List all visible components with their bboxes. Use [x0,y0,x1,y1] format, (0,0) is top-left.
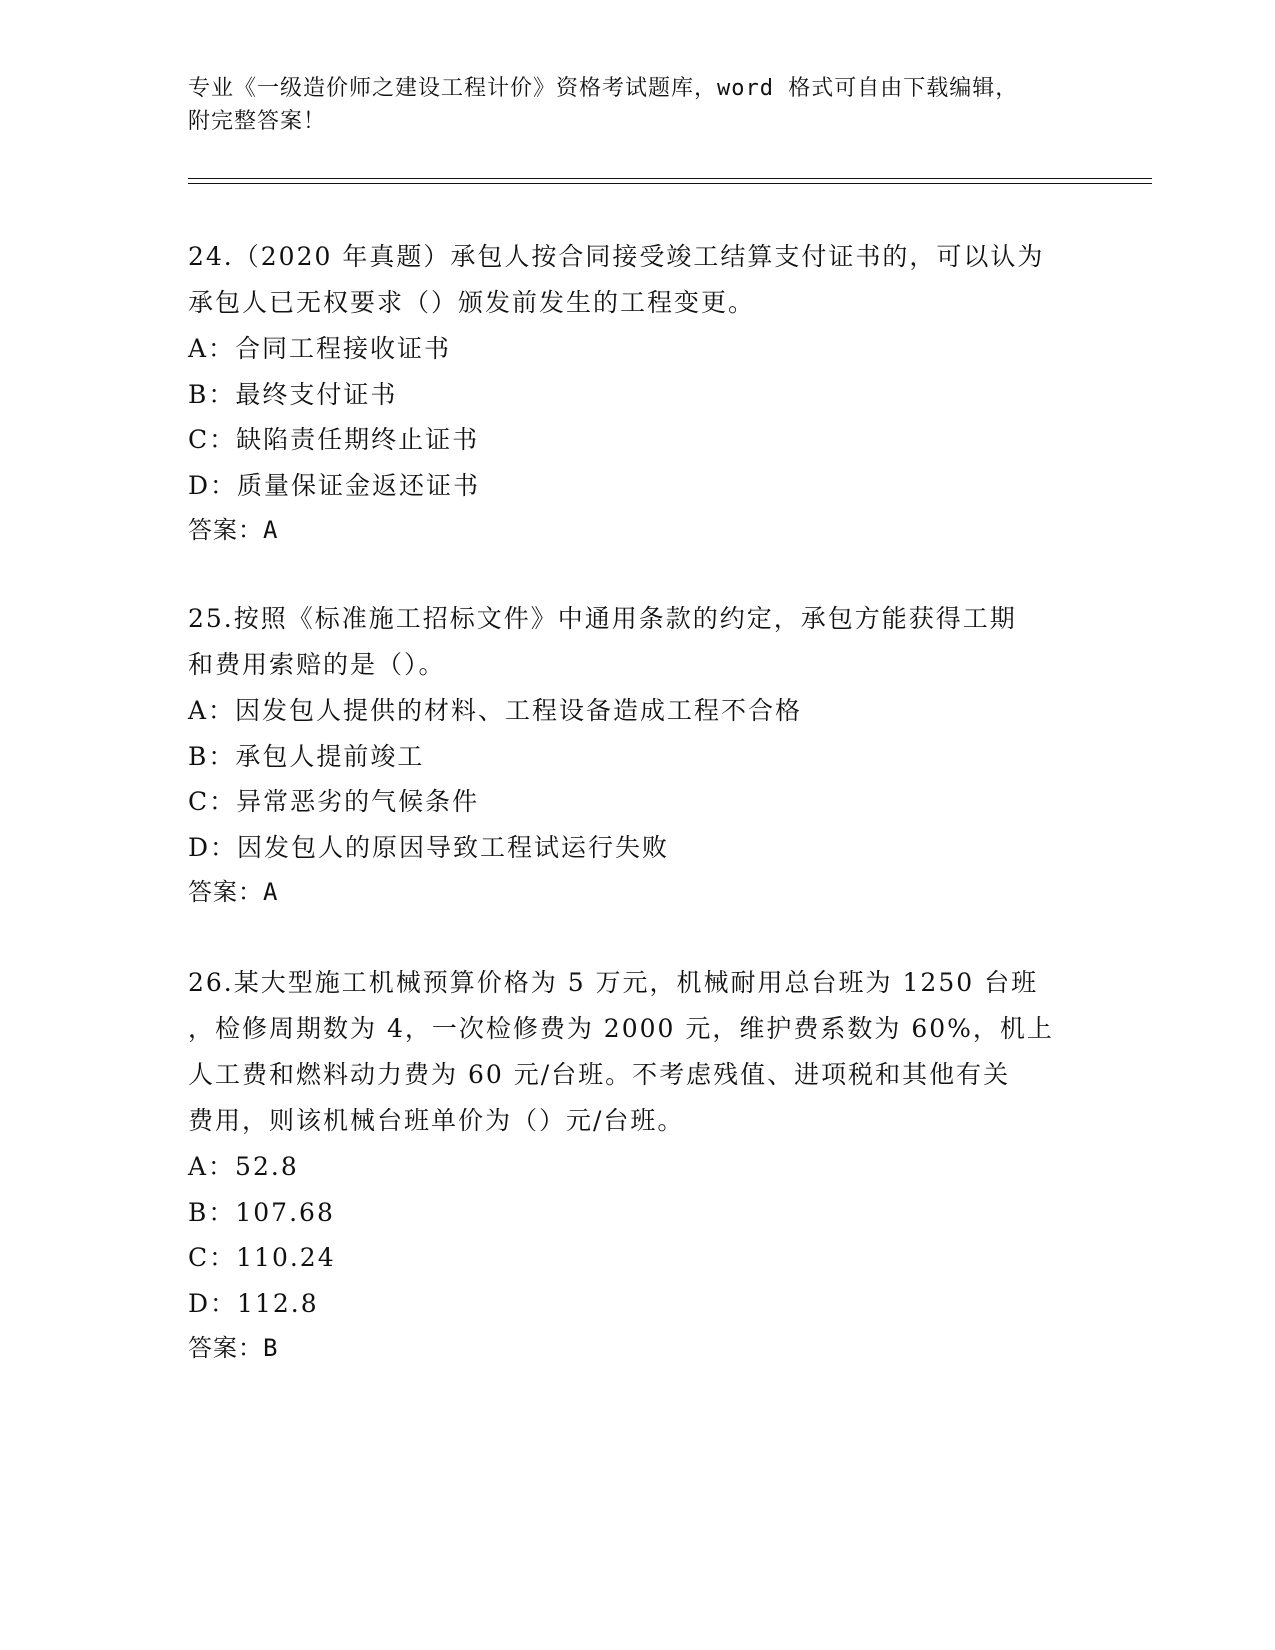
answer: 答案：B [188,1334,279,1362]
option-a: A：52.8 [188,1152,299,1181]
answer: 答案：A [188,878,279,906]
question-25 [188,596,1088,916]
header-divider-bottom [188,183,1152,184]
question-stem-line: 承包人已无权要求（）颁发前发生的工程变更。 [188,288,756,317]
question-stem-line: 费用，则该机械台班单价为（）元/台班。 [188,1106,685,1135]
document-header [188,72,1088,138]
question-24 [188,234,1088,554]
option-c: C：缺陷责任期终止证书 [188,425,480,454]
header-divider-top [188,178,1152,179]
question-stem-line: 和费用索赔的是（）。 [188,650,446,679]
option-a: A：合同工程接收证书 [188,334,452,363]
question-stem-line: 25.按照《标准施工招标文件》中通用条款的约定，承包方能获得工期 [188,604,1017,633]
header-line-1: 专业《一级造价师之建设工程计价》资格考试题库，word 格式可自由下载编辑， [188,76,1019,101]
question-stem-line: 人工费和燃料动力费为 60 元/台班。不考虑残值、进项税和其他有关 [188,1060,1011,1089]
question-26 [188,960,1088,1372]
question-stem-line: ，检修周期数为 4，一次检修费为 2000 元，维护费系数为 60%，机上 [188,1014,1054,1043]
option-c: C：110.24 [188,1243,336,1272]
option-d: D：112.8 [188,1288,319,1318]
header-line-2: 附完整答案！ [188,109,327,134]
option-d: D：因发包人的原因导致工程试运行失败 [188,832,670,862]
answer: 答案：A [188,516,279,544]
option-b: B：承包人提前竣工 [188,741,425,771]
option-b: B：107.68 [188,1197,335,1227]
question-stem-line: 24.（2020 年真题）承包人按合同接受竣工结算支付证书的，可以认为 [188,242,1045,271]
option-c: C：异常恶劣的气候条件 [188,787,480,816]
option-d: D：质量保证金返还证书 [188,470,481,500]
question-stem-line: 26.某大型施工机械预算价格为 5 万元，机械耐用总台班为 1250 台班 [188,968,1039,997]
option-a: A：因发包人提供的材料、工程设备造成工程不合格 [188,696,803,725]
option-b: B：最终支付证书 [188,379,398,409]
